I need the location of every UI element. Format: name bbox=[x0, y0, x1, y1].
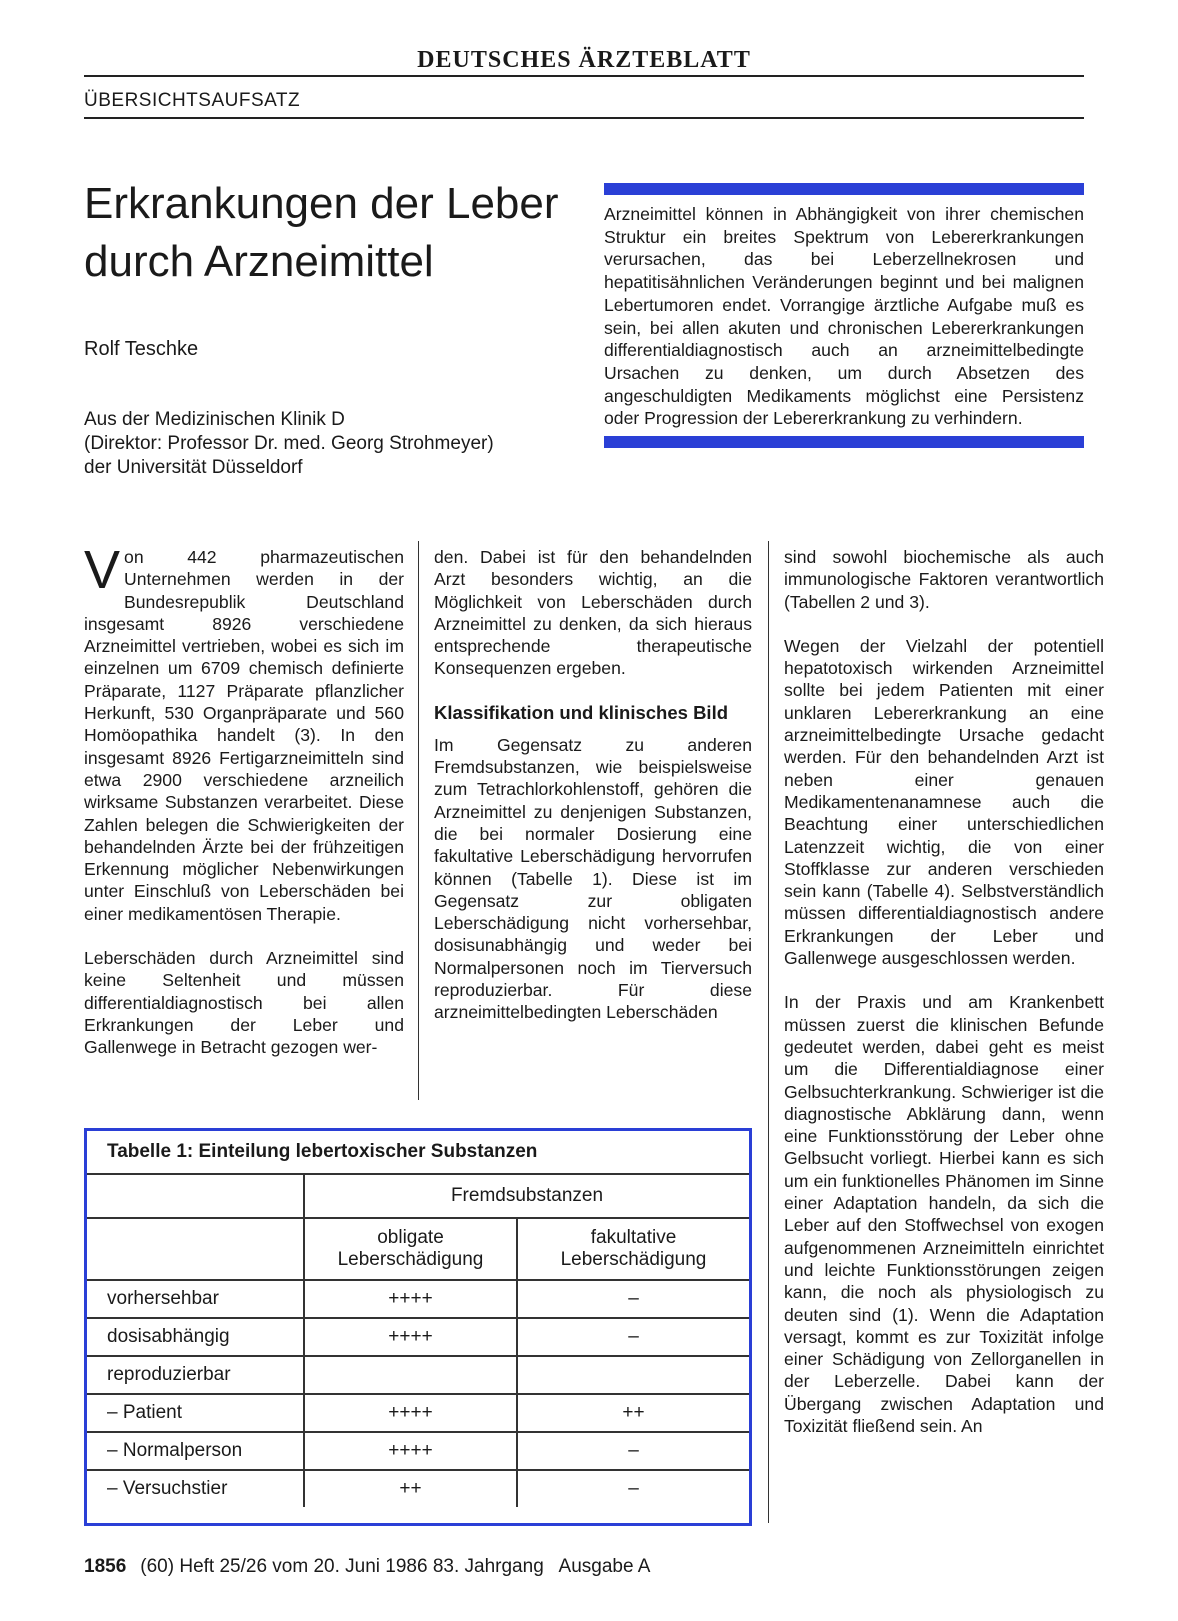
paragraph: den. Dabei ist für den behandelnden Arzt besonders wichtig, an die Möglichkeit von Leberschäden durch Arzneimittel zu denken, da sich hieraus entsprechende therapeutische Konsequenzen ergeben. bbox=[434, 547, 752, 679]
drop-cap: V bbox=[84, 540, 121, 600]
title-line-1: Erkrankungen der Leber bbox=[84, 179, 559, 228]
paragraph: In der Praxis und am Krankenbett müssen zuerst die klinischen Befunde gedeutet werden, dabei geht es meist um die Differentialdiagnose einer Gelbsuchterkrankung. Schwieriger ist die diagnostische Abklärung dann, wenn eine Funktionsstörung der Leber ohne Gelbsucht vorliegt. Hierbei kann es sich um ein funktionelles Phänomen im Sinne einer Adaptation handeln, da sich die Leber auf den Stoffwechsel von exogen aufgenommenen Arzneimitteln einrichtet und leichte Funktionsstörungen zeigen kann, die noch als physiologisch zu deuten sind (1). Wenn die Adaptation versagt, kommt es zur Toxizität infolge einer Schädigung von Zellorganellen in der Leberzelle. Dabei kann der Übergang zwischen Adaptation und Toxizität fließend sein. An bbox=[784, 992, 1104, 1436]
paragraph: Wegen der Vielzahl der potentiell hepatotoxisch wirkenden Arzneimittel sollte bei jedem Patienten mit einer unklaren Lebererkrankung an eine arzneimittelbedingte Ursache gedacht werden. Für den behandelnden Arzt ist neben einer genauen Medikamentenanamnese auch die Beachtung einer unterschiedlichen Latenzzeit wichtig, die von einer Stoffklasse zur anderen verschieden sein kann (Tabelle 4). Selbstverständlich müssen differentialdiagnostisch andere Erkrankungen der Leber und Gallenwege ausgeschlossen werden. bbox=[784, 635, 1104, 969]
table-group-header-row bbox=[87, 1174, 749, 1218]
cell-fakultative: – bbox=[517, 1470, 749, 1507]
header-rule-top bbox=[84, 75, 1084, 77]
row-label: – Normalperson bbox=[87, 1432, 304, 1470]
table-row bbox=[87, 1432, 749, 1470]
author-name: Rolf Teschke bbox=[84, 338, 199, 360]
paragraph: Im Gegensatz zu anderen Fremdsubstanzen, wie beispielsweise zum Tetrachlorkohlenstoff, gehören die Arzneimittel zu denjenigen Substanzen, die bei normaler Dosierung eine fakultative Leberschädigung hervorrufen können (Tabelle 1). Diese ist im Gegensatz zur obligaten Leberschädigung nicht vorhersehbar, dosisunabhängig und weder bei Normalpersonen noch im Tierversuch reproduzierbar. Für diese arzneimittelbedingten Leberschäden bbox=[434, 734, 752, 1023]
abstract-bar-top bbox=[604, 183, 1084, 195]
paragraph-text: on 442 pharmazeutischen Unternehmen werden in der Bundesrepublik Deutschland insgesamt 8926 verschiedene Arzneimittel vertrieben, wobei es sich im einzelnen um 6709 chemisch definierte Präparate, 1127 Präparate pflanzlicher Herkunft, 530 Organpräparate und 560 Homöopathika handelt (3). In den insgesamt 8926 Fertigarzneimitteln sind etwa 2900 verschiedene arzneilich wirksame Substanzen verarbeitet. Diese Zahlen belegen die Schwierigkeiten der behandelnden Ärzte bei der frühzeitigen Erkennung möglicher Nebenwirkungen unter Einschluß von Leberschäden bei einer medikamentösen Therapie. bbox=[84, 547, 404, 924]
cell-obligate: ++++ bbox=[304, 1432, 517, 1470]
table-cell-empty bbox=[87, 1174, 304, 1218]
cell-fakultative: – bbox=[517, 1318, 749, 1356]
cell-obligate: ++++ bbox=[304, 1318, 517, 1356]
cell-obligate bbox=[304, 1356, 517, 1394]
affiliation-line-1: Aus der Medizinischen Klinik D bbox=[84, 409, 345, 430]
issue-info: (60) Heft 25/26 vom 20. Juni 1986 83. Jahrgang Ausgabe A bbox=[140, 1556, 651, 1577]
table-subheader-row bbox=[87, 1218, 749, 1280]
affiliation-line-2: (Direktor: Professor Dr. med. Georg Strohmeyer) bbox=[84, 433, 494, 454]
abstract-bar-bottom bbox=[604, 436, 1084, 448]
cell-fakultative bbox=[517, 1356, 749, 1394]
table-row bbox=[87, 1280, 749, 1318]
row-label: vorhersehbar bbox=[87, 1280, 304, 1318]
body-column-3 bbox=[784, 546, 1104, 1459]
table-group-header: Fremdsubstanzen bbox=[304, 1174, 749, 1218]
journal-masthead: DEUTSCHES ÄRZTEBLATT bbox=[417, 47, 751, 73]
row-label: – Patient bbox=[87, 1394, 304, 1432]
abstract-box bbox=[604, 183, 1084, 448]
paragraph bbox=[84, 540, 404, 925]
cell-fakultative: – bbox=[517, 1280, 749, 1318]
table-column-header-fakultative bbox=[517, 1218, 749, 1280]
affiliation-line-3: der Universität Düsseldorf bbox=[84, 457, 303, 478]
cell-obligate: ++ bbox=[304, 1470, 517, 1507]
header-text: fakultative bbox=[590, 1227, 677, 1248]
table-row bbox=[87, 1318, 749, 1356]
column-divider-1 bbox=[418, 541, 419, 1100]
header-text: obligate bbox=[377, 1227, 444, 1248]
table-title-row bbox=[87, 1131, 749, 1174]
affiliation bbox=[84, 408, 494, 480]
table-cell-empty bbox=[87, 1218, 304, 1280]
abstract-text: Arzneimittel können in Abhängigkeit von ihrer chemischen Struktur ein breites Spektrum von Lebererkrankungen verursachen, das bei Leberzellnekrosen und hepatitisähnlichen Veränderungen beginnt und bei malignen Lebertumoren endet. Vorrangige ärztliche Aufgabe muß es sein, bei allen akuten und chronischen Lebererkrankungen differentialdiagnostisch auch an arzneimittelbedingte Ursachen zu denken, um durch Absetzen des angeschuldigten Medikaments möglichst eine Persistenz oder Progression der Lebererkrankung zu verhindern. bbox=[604, 204, 1084, 429]
table-1 bbox=[84, 1128, 752, 1526]
row-label: – Versuchstier bbox=[107, 1478, 228, 1499]
table-grid bbox=[87, 1131, 749, 1507]
column-divider-2 bbox=[768, 541, 769, 1523]
table-column-header-obligate bbox=[304, 1218, 517, 1280]
cell-obligate: ++++ bbox=[304, 1280, 517, 1318]
header-text: Leberschädigung bbox=[337, 1249, 484, 1270]
section-heading: Klassifikation und klinisches Bild bbox=[434, 701, 729, 723]
row-label: dosisabhängig bbox=[87, 1318, 304, 1356]
page-number: 1856 bbox=[84, 1556, 127, 1577]
paragraph: Leberschäden durch Arzneimittel sind keine Seltenheit und müssen differentialdiagnostisch bei allen Erkrankungen der Leber und Gallenwege in Betracht gezogen wer- bbox=[84, 948, 404, 1058]
cell-fakultative: – bbox=[517, 1432, 749, 1470]
table-row bbox=[87, 1394, 749, 1432]
header-text: Leberschädigung bbox=[560, 1249, 707, 1270]
table-row bbox=[87, 1356, 749, 1394]
body-column-2 bbox=[434, 546, 752, 1046]
table-row bbox=[87, 1470, 749, 1507]
table-title: Tabelle 1: Einteilung lebertoxischer Substanzen bbox=[87, 1131, 749, 1174]
header-rule-bottom bbox=[84, 117, 1084, 119]
title-line-2: durch Arzneimittel bbox=[84, 237, 434, 286]
section-label: ÜBERSICHTSAUFSATZ bbox=[84, 90, 301, 111]
article-title bbox=[84, 175, 559, 291]
row-label: reproduzierbar bbox=[87, 1356, 304, 1394]
page-footer bbox=[84, 1556, 650, 1578]
cell-obligate: ++++ bbox=[304, 1394, 517, 1432]
cell-fakultative: ++ bbox=[517, 1394, 749, 1432]
paragraph: sind sowohl biochemische als auch immunologische Faktoren verantwortlich (Tabellen 2 und 3). bbox=[784, 547, 1104, 612]
body-column-1 bbox=[84, 540, 404, 1081]
